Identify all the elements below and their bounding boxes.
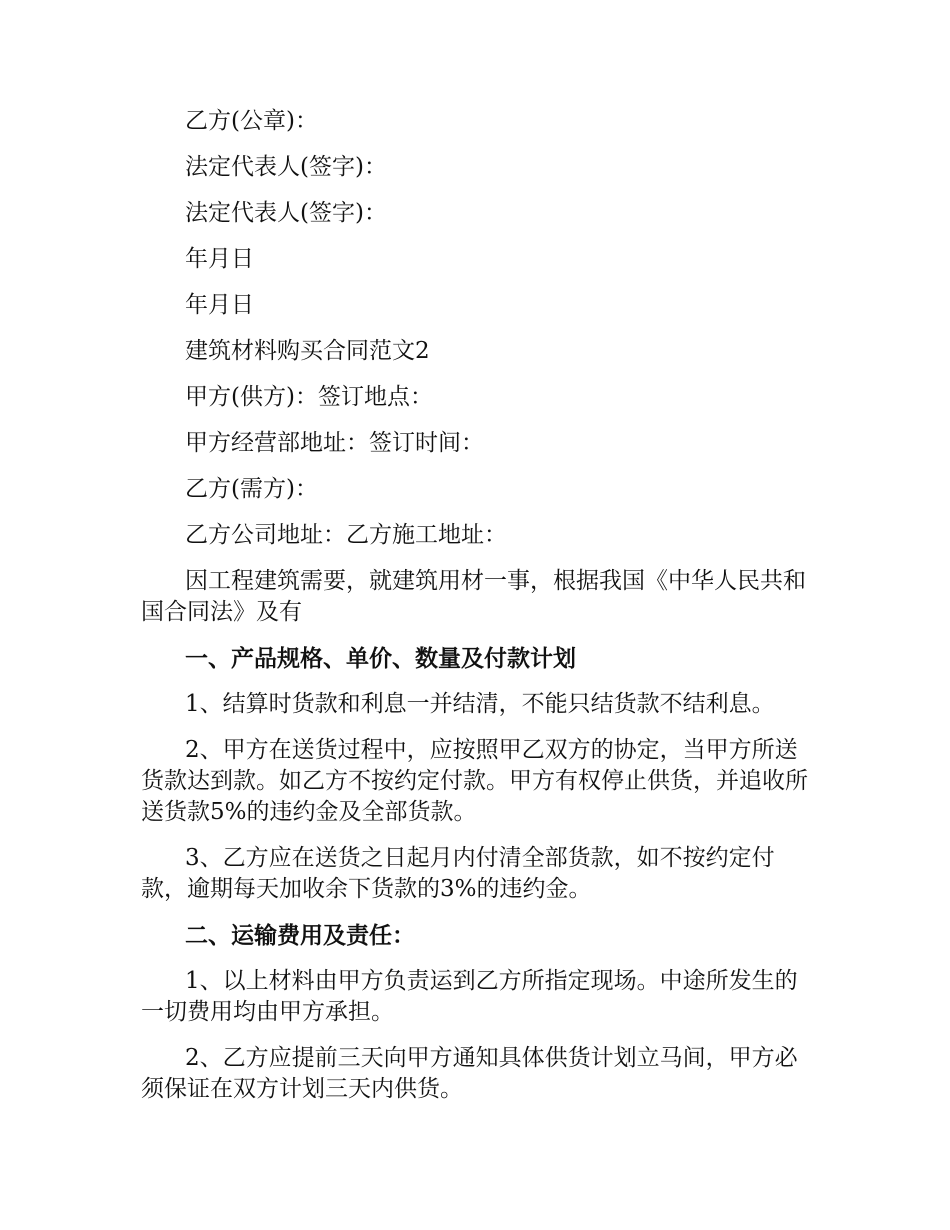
clause-paragraph: 1、以上材料由甲方负责运到乙方所指定现场。中途所发生的一切费用均由甲方承担。 <box>141 968 798 1025</box>
party-a-address-line: 甲方经营部地址：签订时间： <box>185 430 484 456</box>
clause-paragraph: 2、甲方在送货过程中，应按照甲乙双方的协定，当甲方所送货款达到款。如乙方不按约定付款。甲方有权停止供货，并追收所送货款5%的违约金及全部货款。 <box>141 737 808 825</box>
document-body <box>141 106 809 1120</box>
clause-paragraph: 1、结算时货款和利息一并结清，不能只结货款不结利息。 <box>185 691 775 717</box>
date-line: 年月日 <box>185 246 254 272</box>
section-heading: 二、运输费用及责任： <box>185 922 415 949</box>
party-b-buyer-line: 乙方(需方)： <box>185 476 318 502</box>
legal-representative-signature-line: 法定代表人(签字)： <box>185 200 387 226</box>
clause-paragraph: 2、乙方应提前三天向甲方通知具体供货计划立马间，甲方必须保证在双方计划三天内供货。 <box>141 1045 798 1102</box>
intro-paragraph: 因工程建筑需要，就建筑用材一事，根据我国《中华人民共和国合同法》及有 <box>141 568 806 625</box>
contract-title: 建筑材料购买合同范文2 <box>185 338 430 364</box>
party-b-address-line: 乙方公司地址：乙方施工地址： <box>185 522 507 548</box>
section-heading: 一、产品规格、单价、数量及付款计划 <box>185 645 576 672</box>
party-a-supplier-line: 甲方(供方)：签订地点： <box>185 384 433 410</box>
party-b-seal-line: 乙方(公章)： <box>185 108 318 134</box>
legal-representative-signature-line: 法定代表人(签字)： <box>185 154 387 180</box>
date-line: 年月日 <box>185 292 254 318</box>
clause-paragraph: 3、乙方应在送货之日起月内付清全部货款，如不按约定付款，逾期每天加收余下货款的3%的违约金。 <box>141 845 775 902</box>
